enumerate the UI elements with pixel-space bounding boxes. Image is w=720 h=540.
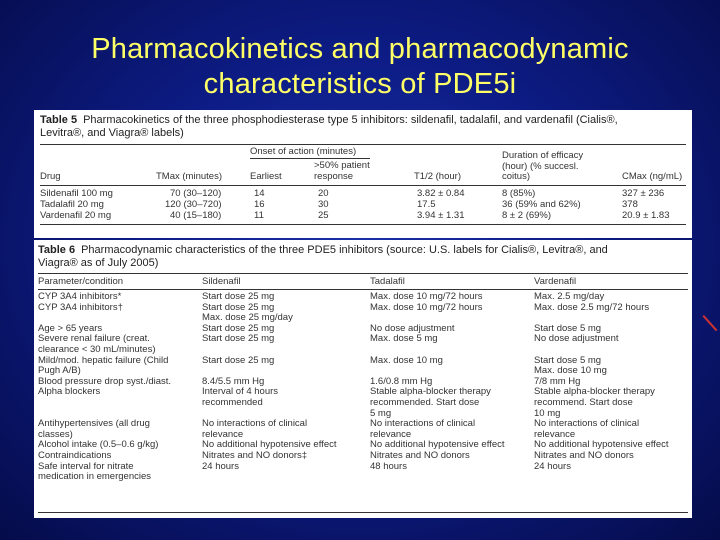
cell-tadalafil: 5 mg: [370, 407, 392, 419]
table-5-header-rule: [40, 185, 686, 186]
cell-vardenafil: No dose adjustment: [534, 333, 619, 345]
cell-parameter: Blood pressure drop syst./diast.: [38, 375, 172, 387]
cell-tadalafil: Max. dose 10 mg/72 hours: [370, 291, 483, 302]
table-6-caption: [38, 244, 688, 269]
cell-sildenafil: No interactions of clinical: [202, 418, 308, 430]
cell-tadalafil: 1.6/0.8 mm Hg: [370, 375, 433, 387]
cell-sildenafil: recommended: [202, 397, 263, 408]
table-5-caption-line-2: Levitra®, and Viagra® labels): [40, 126, 184, 139]
cell-sildenafil: Start dose 25 mg: [202, 354, 275, 366]
table-6-header-rule: [38, 289, 688, 290]
cell-vardenafil: Start dose 5 mg: [534, 322, 602, 334]
cell-vardenafil: Start dose 5 mg: [534, 354, 602, 366]
onset-group-rule: [250, 158, 370, 159]
cell-response: 25: [318, 210, 329, 221]
table-5-caption-line-1: Pharmacokinetics of the three phosphodiesterase type 5 inhibitors: sildenafil, tadalafil, and vardenafil (Cialis®,: [83, 114, 618, 126]
header-sildenafil: Sildenafil: [202, 276, 241, 287]
cell-parameter: Severe renal failure (creat.: [38, 333, 150, 345]
cell-earliest: 11: [254, 210, 264, 221]
cell-sildenafil: Start dose 25 mg: [202, 291, 275, 302]
cell-sildenafil: No additional hypotensive effect: [202, 439, 337, 451]
cell-earliest: 16: [254, 199, 265, 210]
header-tadalafil: Tadalafil: [370, 276, 405, 287]
onset-group-header: Onset of action (minutes): [250, 146, 357, 157]
cell-thalf: 17.5: [417, 199, 436, 210]
table-5-bottom-rule: [40, 224, 686, 225]
cell-parameter: CYP 3A4 inhibitors†: [38, 301, 123, 313]
table-5-top-rule: [40, 144, 686, 145]
cell-sildenafil: Start dose 25 mg: [202, 333, 275, 345]
cell-tadalafil: Stable alpha-blocker therapy: [370, 386, 491, 398]
table-5-label: Table 5: [40, 114, 78, 126]
cell-vardenafil: recommend. Start dose: [534, 397, 633, 408]
cell-tadalafil: No interactions of clinical: [370, 418, 476, 430]
cell-vardenafil: Nitrates and NO donors: [534, 450, 634, 461]
header-earliest: Earliest: [250, 171, 282, 182]
cell-sildenafil: Nitrates and NO donors‡: [202, 450, 308, 461]
table-6-bottom-rule: [38, 512, 688, 513]
cell-parameter: Alcohol intake (0.5–0.6 g/kg): [38, 439, 159, 451]
cell-tadalafil: 48 hours: [370, 460, 407, 472]
cell-tadalafil: recommended. Start dose: [370, 397, 480, 408]
cell-drug: Sildenafil 100 mg: [40, 188, 113, 199]
cell-tadalafil: Max. dose 5 mg: [370, 333, 438, 345]
cell-cmax: 20.9 ± 1.83: [622, 210, 670, 221]
table-6-label: Table 6: [38, 244, 76, 256]
cell-vardenafil: relevance: [534, 428, 576, 440]
cell-tadalafil: Max. dose 10 mg: [370, 354, 443, 366]
cell-vardenafil: 7/8 mm Hg: [534, 375, 581, 387]
cell-sildenafil: 24 hours: [202, 460, 239, 472]
cell-cmax: 378: [622, 199, 638, 210]
cell-cmax: 327 ± 236: [622, 188, 665, 199]
cell-duration: 8 ± 2 (69%): [502, 210, 552, 221]
header-tmax: TMax (minutes): [156, 171, 222, 182]
cell-parameter: medication in emergencies: [38, 471, 152, 483]
table-6-caption-line-1: Pharmacodynamic characteristics of the three PDE5 inhibitors (source: U.S. labels for Cialis®, Levitra®, and: [81, 244, 608, 256]
cell-vardenafil: No additional hypotensive effect: [534, 439, 669, 451]
cell-tadalafil: relevance: [370, 428, 412, 440]
cell-vardenafil: No interactions of clinical: [534, 418, 640, 430]
cell-sildenafil: Start dose 25 mg: [202, 322, 275, 334]
cell-vardenafil: 24 hours: [534, 460, 571, 472]
header-drug: Drug: [40, 171, 61, 182]
cell-tadalafil: Max. dose 10 mg/72 hours: [370, 301, 483, 313]
table-6-top-rule: [38, 273, 688, 274]
cell-tmax: 40 (15–180): [170, 210, 222, 221]
cell-parameter: Mild/mod. hepatic failure (Child: [38, 354, 169, 366]
cell-sildenafil: Max. dose 25 mg/day: [202, 312, 293, 324]
header-parameter: Parameter/condition: [38, 276, 124, 287]
cell-parameter: CYP 3A4 inhibitors*: [38, 291, 122, 302]
cell-parameter: classes): [38, 428, 73, 440]
cell-response: 30: [318, 199, 329, 210]
cell-thalf: 3.82 ± 0.84: [417, 188, 465, 199]
slide-title-line-2: characteristics of PDE5i: [203, 68, 517, 100]
cell-sildenafil: Start dose 25 mg: [202, 301, 275, 313]
cell-parameter: Safe interval for nitrate: [38, 460, 134, 472]
cell-duration: 36 (59% and 62%): [502, 199, 581, 210]
cell-sildenafil: Interval of 4 hours: [202, 386, 279, 398]
cell-drug: Tadalafil 20 mg: [40, 199, 104, 210]
cell-tadalafil: No additional hypotensive effect: [370, 439, 505, 451]
cell-parameter: Antihypertensives (all drug: [38, 418, 150, 430]
decorative-line: [703, 315, 718, 331]
cell-vardenafil: Max. dose 10 mg: [534, 365, 607, 377]
cell-thalf: 3.94 ± 1.31: [417, 210, 465, 221]
cell-response: 20: [318, 188, 329, 199]
header-duration: Duration of efficacy (hour) (% succesl. coitus): [502, 150, 584, 183]
cell-tmax: 120 (30–720): [165, 199, 222, 210]
table-5-caption: [40, 114, 690, 139]
table-5-panel: [34, 110, 692, 238]
slide-title: [0, 32, 720, 102]
slide-title-line-1: Pharmacokinetics and pharmacodynamic: [91, 33, 629, 65]
cell-tmax: 70 (30–120): [170, 188, 222, 199]
cell-vardenafil: Stable alpha-blocker therapy: [534, 386, 655, 398]
cell-sildenafil: 8.4/5.5 mm Hg: [202, 375, 265, 387]
cell-parameter: Alpha blockers: [38, 386, 101, 398]
table-6-caption-line-2: Viagra® as of July 2005): [38, 256, 159, 269]
cell-parameter: clearance < 30 mL/minutes): [38, 344, 156, 355]
cell-parameter: Age > 65 years: [38, 322, 103, 334]
header-patient-response: >50% patient response: [314, 160, 370, 182]
header-vardenafil: Vardenafil: [534, 276, 577, 287]
cell-tadalafil: No dose adjustment: [370, 322, 455, 334]
cell-drug: Vardenafil 20 mg: [40, 210, 112, 221]
cell-parameter: Pugh A/B): [38, 365, 81, 377]
cell-vardenafil: 10 mg: [534, 407, 561, 419]
cell-vardenafil: Max. 2.5 mg/day: [534, 291, 605, 302]
cell-vardenafil: Max. dose 2.5 mg/72 hours: [534, 301, 650, 313]
header-cmax: CMax (ng/mL): [622, 171, 683, 182]
cell-duration: 8 (85%): [502, 188, 536, 199]
cell-earliest: 14: [254, 188, 265, 199]
cell-sildenafil: relevance: [202, 428, 244, 440]
header-thalf: T1/2 (hour): [414, 171, 461, 182]
table-6-panel: [34, 240, 692, 518]
cell-tadalafil: Nitrates and NO donors: [370, 450, 470, 461]
cell-parameter: Contraindications: [38, 450, 112, 461]
